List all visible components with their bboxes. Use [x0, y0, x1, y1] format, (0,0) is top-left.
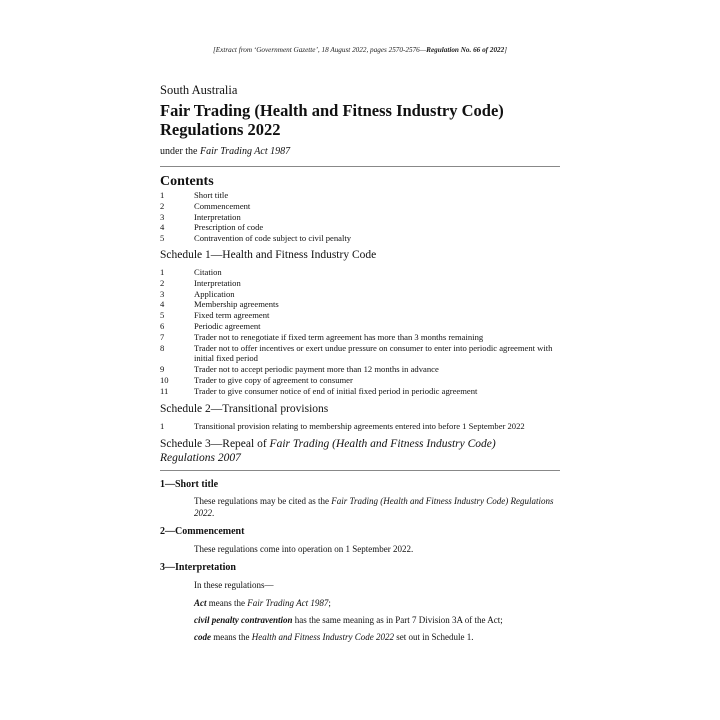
under-prefix: under the: [160, 146, 200, 157]
def-act-end: ;: [328, 598, 331, 608]
def-cpc-term: civil penalty contravention: [194, 615, 293, 625]
toc-entry: [160, 310, 560, 321]
toc-entry: [160, 190, 560, 201]
toc-entry-title: Trader to give consumer notice of end of initial fixed period in periodic agreement: [194, 385, 478, 396]
schedule-1-list: [160, 267, 560, 397]
definition-act: [194, 597, 554, 609]
extract-prefix: [Extract from ‘Government Gazette’, 18 August 2022, pages 2570-2576—: [212, 46, 427, 54]
jurisdiction: South Australia: [160, 83, 238, 97]
schedule-2-list: [160, 421, 560, 432]
title-line-2: Regulations 2022: [160, 120, 281, 139]
definition-civil-penalty: [194, 614, 554, 626]
toc-entry: [160, 222, 560, 233]
toc-entry-number: 5: [160, 310, 165, 321]
toc-entry-title: Contravention of code subject to civil penalty: [194, 233, 352, 244]
toc-entry-number: 6: [160, 320, 165, 331]
toc-entry-number: 4: [160, 222, 165, 233]
divider: [160, 166, 560, 167]
toc-entry: [160, 364, 560, 375]
toc-entry: [160, 201, 560, 212]
toc-entry-title: Periodic agreement: [194, 320, 261, 331]
title-line-1: Fair Trading (Health and Fitness Industry Code): [160, 101, 504, 120]
def-cpc-rest: has the same meaning as in Part 7 Division 3A of the Act;: [292, 615, 503, 625]
section-3-heading: 3—Interpretation: [160, 562, 236, 573]
toc-entry-title: Prescription of code: [194, 222, 264, 233]
contents-heading: Contents: [160, 174, 214, 189]
toc-entry-title: Trader not to accept periodic payment more than 12 months in advance: [194, 364, 439, 375]
toc-entry: [160, 299, 560, 310]
section-1-heading: 1—Short title: [160, 479, 219, 490]
schedule-1-heading: Schedule 1—Health and Fitness Industry Code: [160, 249, 377, 261]
toc-entry-number: 5: [160, 233, 165, 244]
toc-entry: [160, 386, 560, 397]
schedule-3-title-1: Fair Trading (Health and Fitness Industry Code): [269, 438, 496, 450]
section-2-text: These regulations come into operation on 1 September 2022.: [194, 544, 414, 554]
toc-entry: [160, 278, 560, 289]
section-1-text: [194, 495, 554, 519]
toc-entry-title: Application: [194, 288, 235, 299]
extract-suffix: ]: [504, 46, 508, 54]
toc-entry-number: 3: [160, 211, 165, 222]
toc-entry-number: 9: [160, 364, 165, 375]
divider: [160, 470, 560, 471]
def-code-mid: means the: [211, 632, 252, 642]
toc-entry-number: 1: [160, 267, 165, 277]
document-title: [160, 101, 560, 139]
section-2-heading: 2—Commencement: [160, 526, 245, 537]
def-act-italic: Fair Trading Act 1987: [247, 598, 329, 608]
def-act-term: Act: [194, 598, 207, 608]
def-code-end: set out in Schedule 1.: [394, 632, 474, 642]
toc-entry: [160, 267, 560, 278]
toc-entry: [160, 375, 560, 386]
toc-entry-title: Membership agreements: [194, 299, 279, 310]
toc-entry: [160, 343, 560, 365]
s1-italic: Fair Trading (Health and Fitness Industry Code) Regulations 2022: [194, 496, 554, 518]
toc-entry-title: Fixed term agreement: [194, 310, 270, 321]
schedule-3-prefix: Schedule 3—Repeal of: [160, 438, 270, 450]
toc-entry-title: Trader not to offer incentives or exert undue pressure on consumer to enter into periodic agreement with initial fixed period: [194, 342, 553, 364]
enabling-act-line: [160, 146, 290, 157]
toc-entry-title: Interpretation: [194, 211, 241, 222]
def-act-mid: means the: [206, 598, 248, 608]
toc-entry-title: Trader not to renegotiate if fixed term agreement has more than 3 months remaining: [194, 331, 484, 342]
toc-entry-number: 2: [160, 200, 165, 211]
schedule-2-heading: Schedule 2—Transitional provisions: [160, 403, 329, 415]
toc-entry-number: 4: [160, 299, 165, 310]
toc-entry-title: Interpretation: [194, 277, 241, 288]
toc-entry-title: Transitional provision relating to membership agreements entered into before 1 September 2022: [194, 421, 525, 431]
toc-entry-number: 1: [160, 190, 165, 200]
def-code-term: code: [194, 632, 211, 642]
extract-regulation-number: Regulation No. 66 of 2022: [426, 46, 505, 54]
toc-entry-number: 2: [160, 277, 165, 288]
toc-entry: [160, 289, 560, 300]
toc-entry-title: Citation: [194, 267, 222, 277]
toc-entry-number: 3: [160, 288, 165, 299]
schedule-3-title-2: Regulations 2007: [160, 451, 241, 464]
toc-entry-number: 10: [160, 374, 169, 385]
contents-list: [160, 190, 560, 244]
def-code-italic: Health and Fitness Industry Code 2022: [251, 632, 394, 642]
enabling-act: Fair Trading Act 1987: [200, 146, 291, 157]
section-3-intro: In these regulations—: [194, 580, 274, 590]
toc-entry-number: 7: [160, 331, 165, 342]
definition-code: [194, 631, 554, 643]
toc-entry-number: 11: [160, 385, 169, 396]
toc-entry: [160, 212, 560, 223]
toc-entry-title: Short title: [194, 190, 229, 200]
toc-entry-number: 8: [160, 342, 165, 353]
toc-entry: [160, 233, 560, 244]
toc-entry: [160, 321, 560, 332]
gazette-extract-note: [160, 46, 560, 54]
s1-prefix: These regulations may be cited as the: [194, 496, 332, 506]
toc-entry: [160, 421, 560, 432]
toc-entry: [160, 332, 560, 343]
schedule-3-heading: [160, 438, 560, 465]
toc-entry-title: Commencement: [194, 200, 251, 211]
toc-entry-title: Trader to give copy of agreement to consumer: [194, 374, 353, 385]
toc-entry-number: 1: [160, 421, 165, 431]
s1-suffix: .: [212, 508, 215, 518]
